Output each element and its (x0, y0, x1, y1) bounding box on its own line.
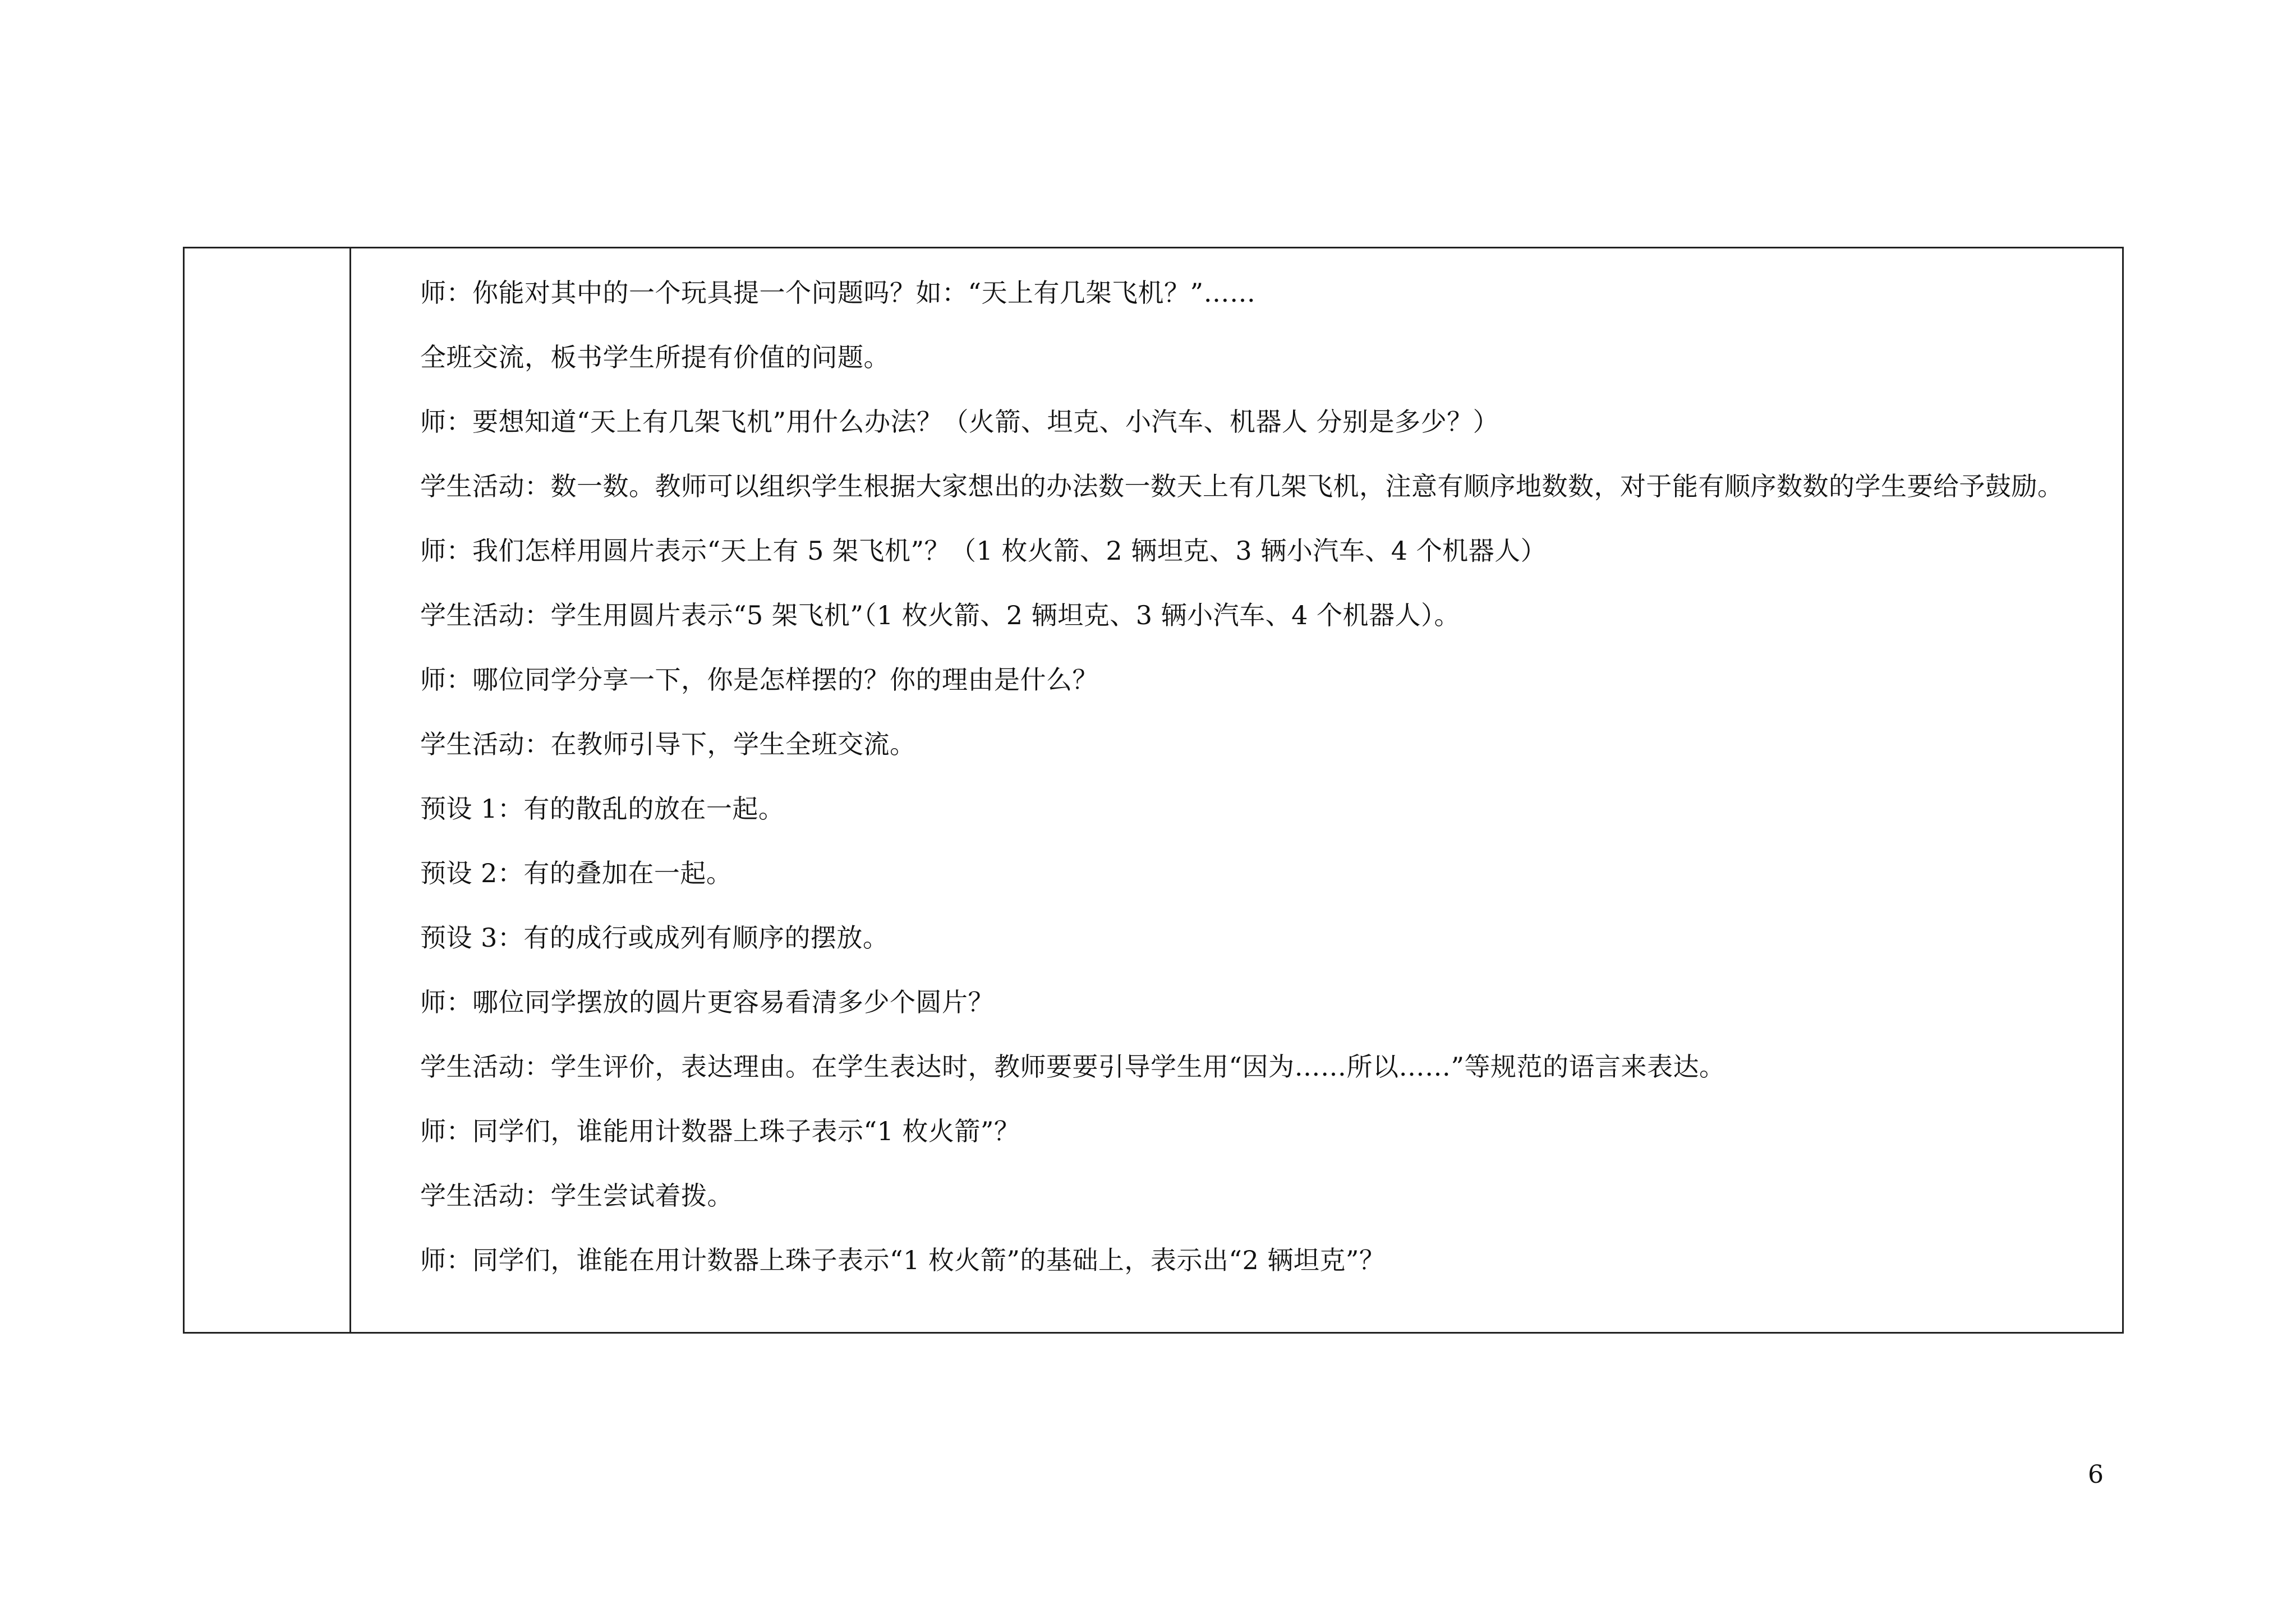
paragraph: 学生活动：学生用圆片表示“5 架飞机”（1 枚火箭、2 辆坦克、3 辆小汽车、4 个机器人）。 (420, 600, 1460, 630)
paragraph: 师：同学们，谁能在用计数器上珠子表示“1 枚火箭”的基础上，表示出“2 辆坦克”？ (420, 1245, 1386, 1275)
lesson-table (183, 247, 2124, 1334)
paragraph: 师：哪位同学分享一下，你是怎样摆的？你的理由是什么？ (420, 665, 1098, 695)
paragraph: 预设 2：有的叠加在一起。 (420, 858, 733, 888)
left-cell (185, 248, 351, 1332)
paragraph: 师：同学们，谁能用计数器上珠子表示“1 枚火箭”？ (420, 1116, 1020, 1146)
content-cell (351, 248, 2122, 1332)
paragraph: 师：要想知道“天上有几架飞机”用什么办法？（火箭、坦克、小汽车、机器人 分别是多少？） (420, 407, 1499, 437)
paragraph: 预设 3：有的成行或成列有顺序的摆放。 (420, 923, 889, 953)
paragraph: 预设 1：有的散乱的放在一起。 (420, 794, 785, 824)
paragraph: 学生活动：学生评价，表达理由。在学生表达时，教师要要引导学生用“因为……所以……”等规范的语言来表达。 (420, 1052, 1726, 1082)
paragraph: 全班交流，板书学生所提有价值的问题。 (420, 342, 890, 372)
paragraph: 学生活动：学生尝试着拨。 (420, 1181, 733, 1211)
page-number: 6 (2088, 1460, 2104, 1489)
paragraph: 师：我们怎样用圆片表示“天上有 5 架飞机”？（1 枚火箭、2 辆坦克、3 辆小汽车、4 个机器人） (420, 536, 1547, 566)
paragraph: 师：你能对其中的一个玩具提一个问题吗？如：“天上有几架飞机？”…… (420, 278, 1256, 308)
paragraph: 师：哪位同学摆放的圆片更容易看清多少个圆片？ (420, 987, 994, 1017)
paragraph: 学生活动：数一数。教师可以组织学生根据大家想出的办法数一数天上有几架飞机，注意有顺序地数数，对于能有顺序数数的学生要给予鼓励。 (420, 471, 2064, 501)
paragraph: 学生活动：在教师引导下，学生全班交流。 (420, 729, 916, 759)
